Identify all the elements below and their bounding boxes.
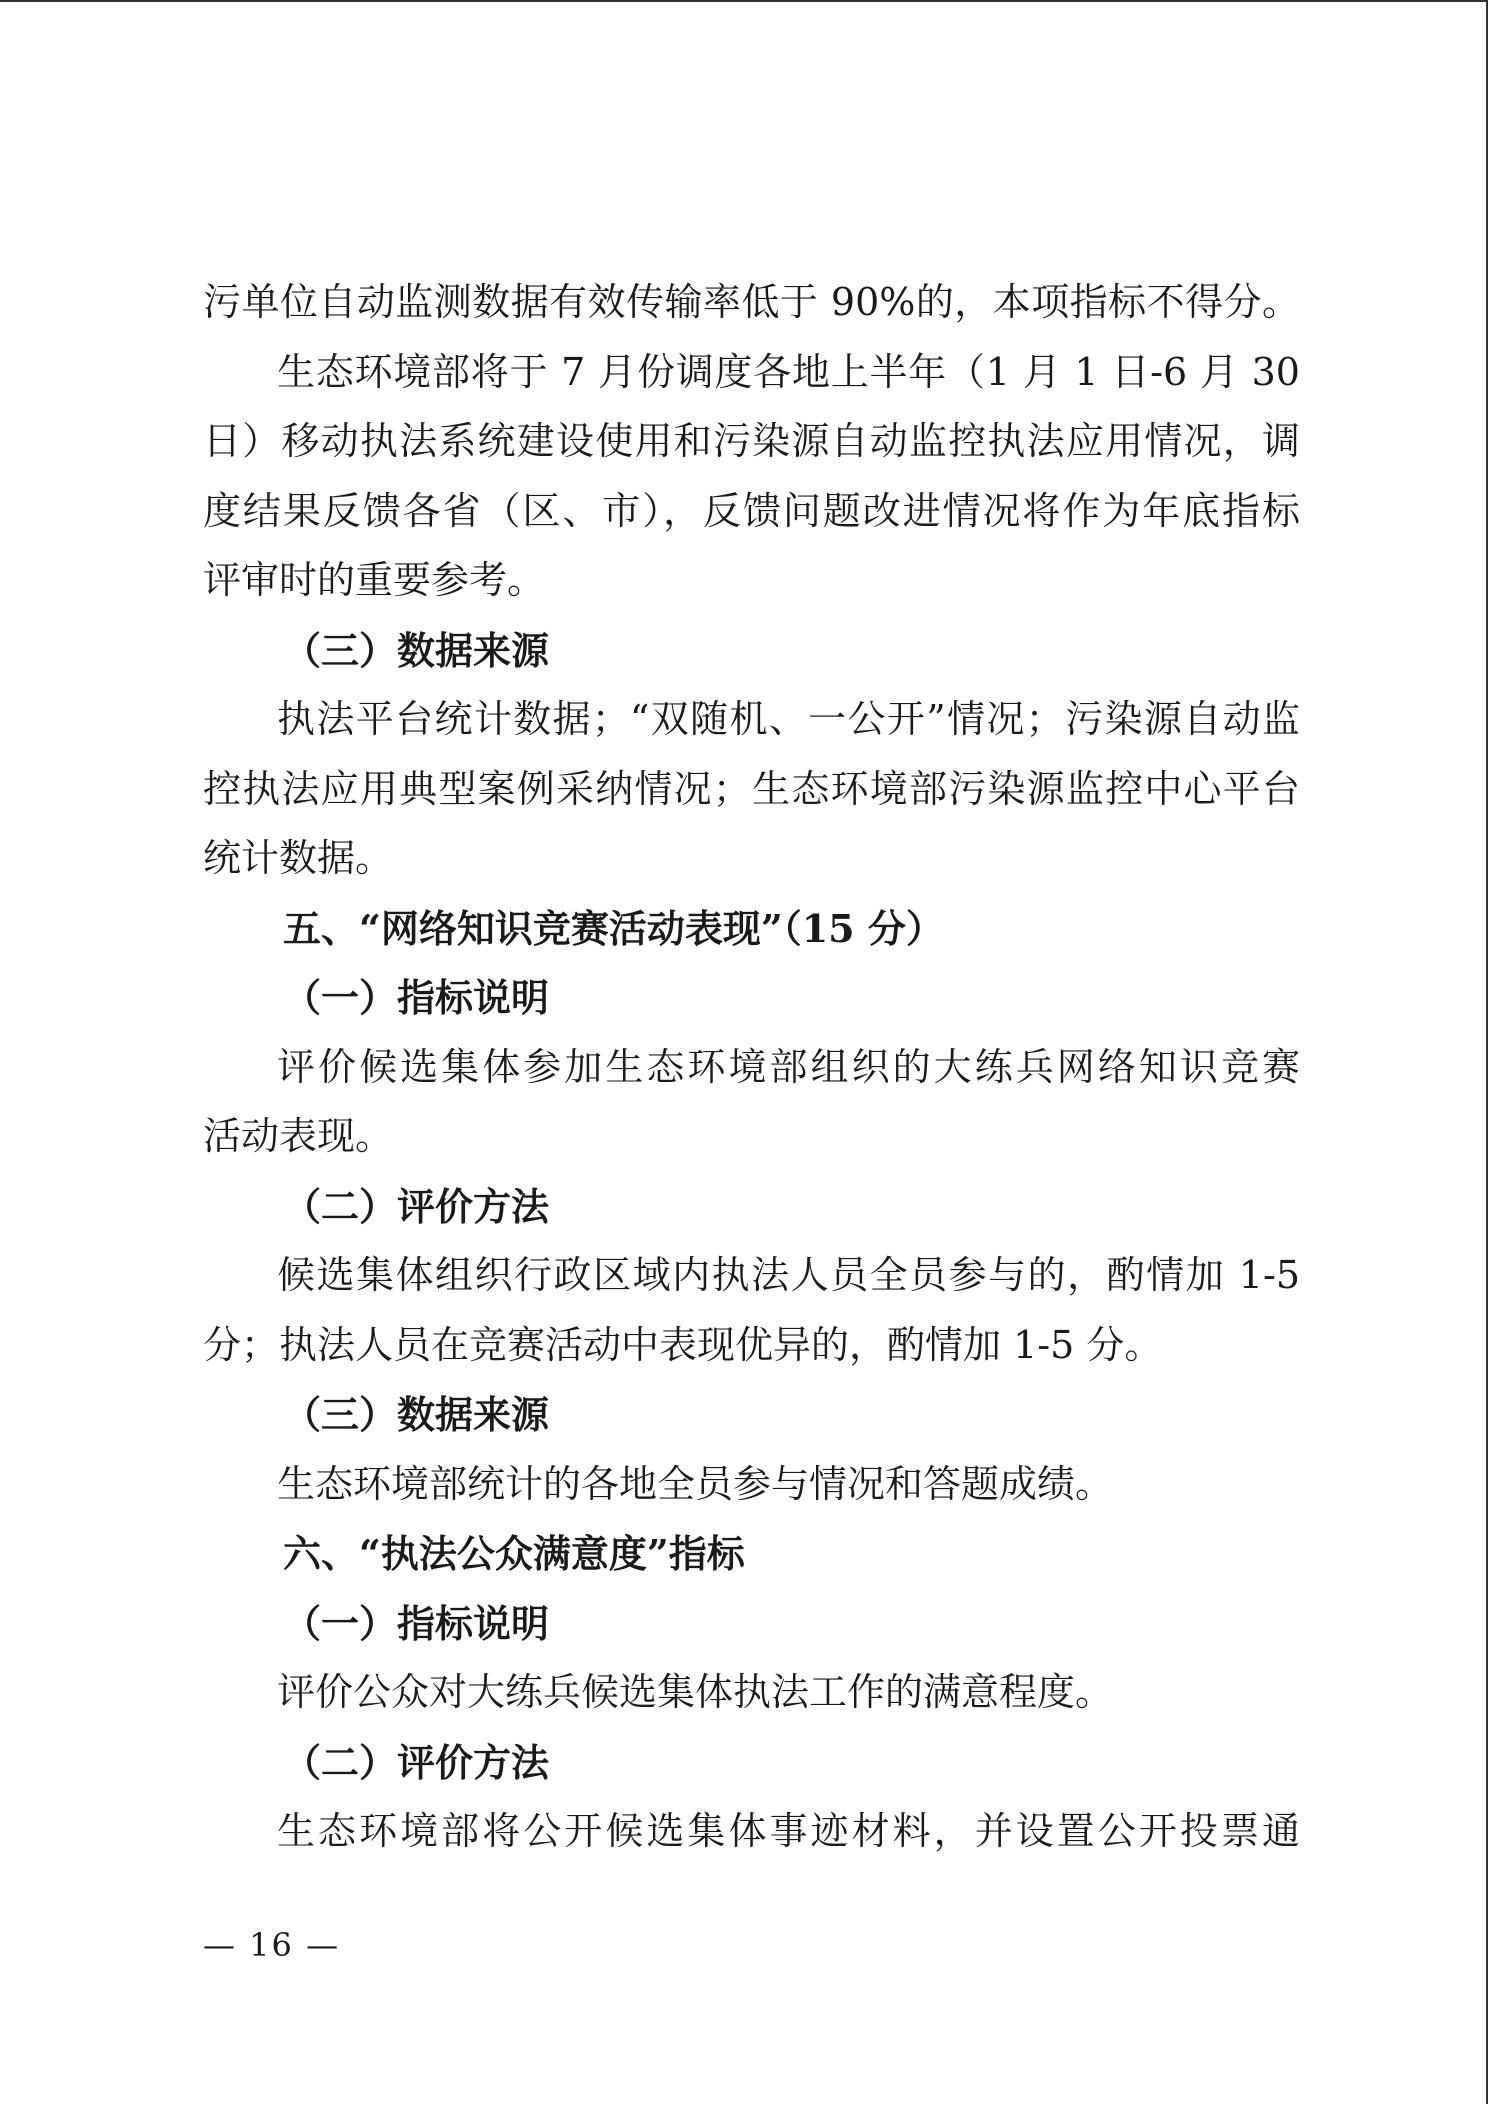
body-text-line: 统计数据。 [203,836,394,880]
page-number: — 16 — [203,1926,341,1964]
body-text-line: 评价公众对大练兵候选集体执法工作的满意程度。 [277,1670,1114,1714]
subsection-heading: （三）数据来源 [283,627,550,673]
body-text-line: 评审时的重要参考。 [203,558,546,602]
subsection-heading: （二）评价方法 [283,1739,550,1785]
subsection-heading: （一）指标说明 [283,1600,550,1646]
body-text-line: 生态环境部将于 7 月份调度各地上半年（1 月 1 日-6 月 30 [277,349,1300,394]
body-text-line: 评价候选集体参加生态环境部组织的大练兵网络知识竞赛 [277,1044,1300,1089]
document-body [203,268,1300,1867]
subsection-heading: （一）指标说明 [283,975,550,1020]
body-text-line: 日）移动执法系统建设使用和污染源自动监控执法应用情况，调 [203,419,1300,463]
section-heading: 五、“网络知识竞赛活动表现”（15 分） [283,905,944,951]
body-text-line: 度结果反馈各省（区、市），反馈问题改进情况将作为年底指标 [203,488,1300,533]
body-text-line: 分；执法人员在竞赛活动中表现优异的，酌情加 1-5 分。 [203,1322,1163,1367]
section-heading: 六、“执法公众满意度”指标 [283,1531,745,1576]
body-text-line: 污单位自动监测数据有效传输率低于 90%的，本项指标不得分。 [203,280,1300,324]
body-text-line: 候选集体组织行政区域内执法人员全员参与的，酌情加 1-5 [277,1253,1300,1297]
body-text-line: 生态环境部统计的各地全员参与情况和答题成绩。 [277,1461,1114,1506]
page-border-top [0,0,1488,2]
body-text-line: 执法平台统计数据；“双随机、一公开”情况；污染源自动监 [277,697,1300,741]
subsection-heading: （三）数据来源 [283,1392,550,1437]
body-text-line: 活动表现。 [203,1114,394,1158]
subsection-heading: （二）评价方法 [283,1183,550,1229]
body-text-line: 控执法应用典型案例采纳情况；生态环境部污染源监控中心平台 [203,766,1300,811]
body-text-line: 生态环境部将公开候选集体事迹材料，并设置公开投票通 [277,1809,1300,1853]
